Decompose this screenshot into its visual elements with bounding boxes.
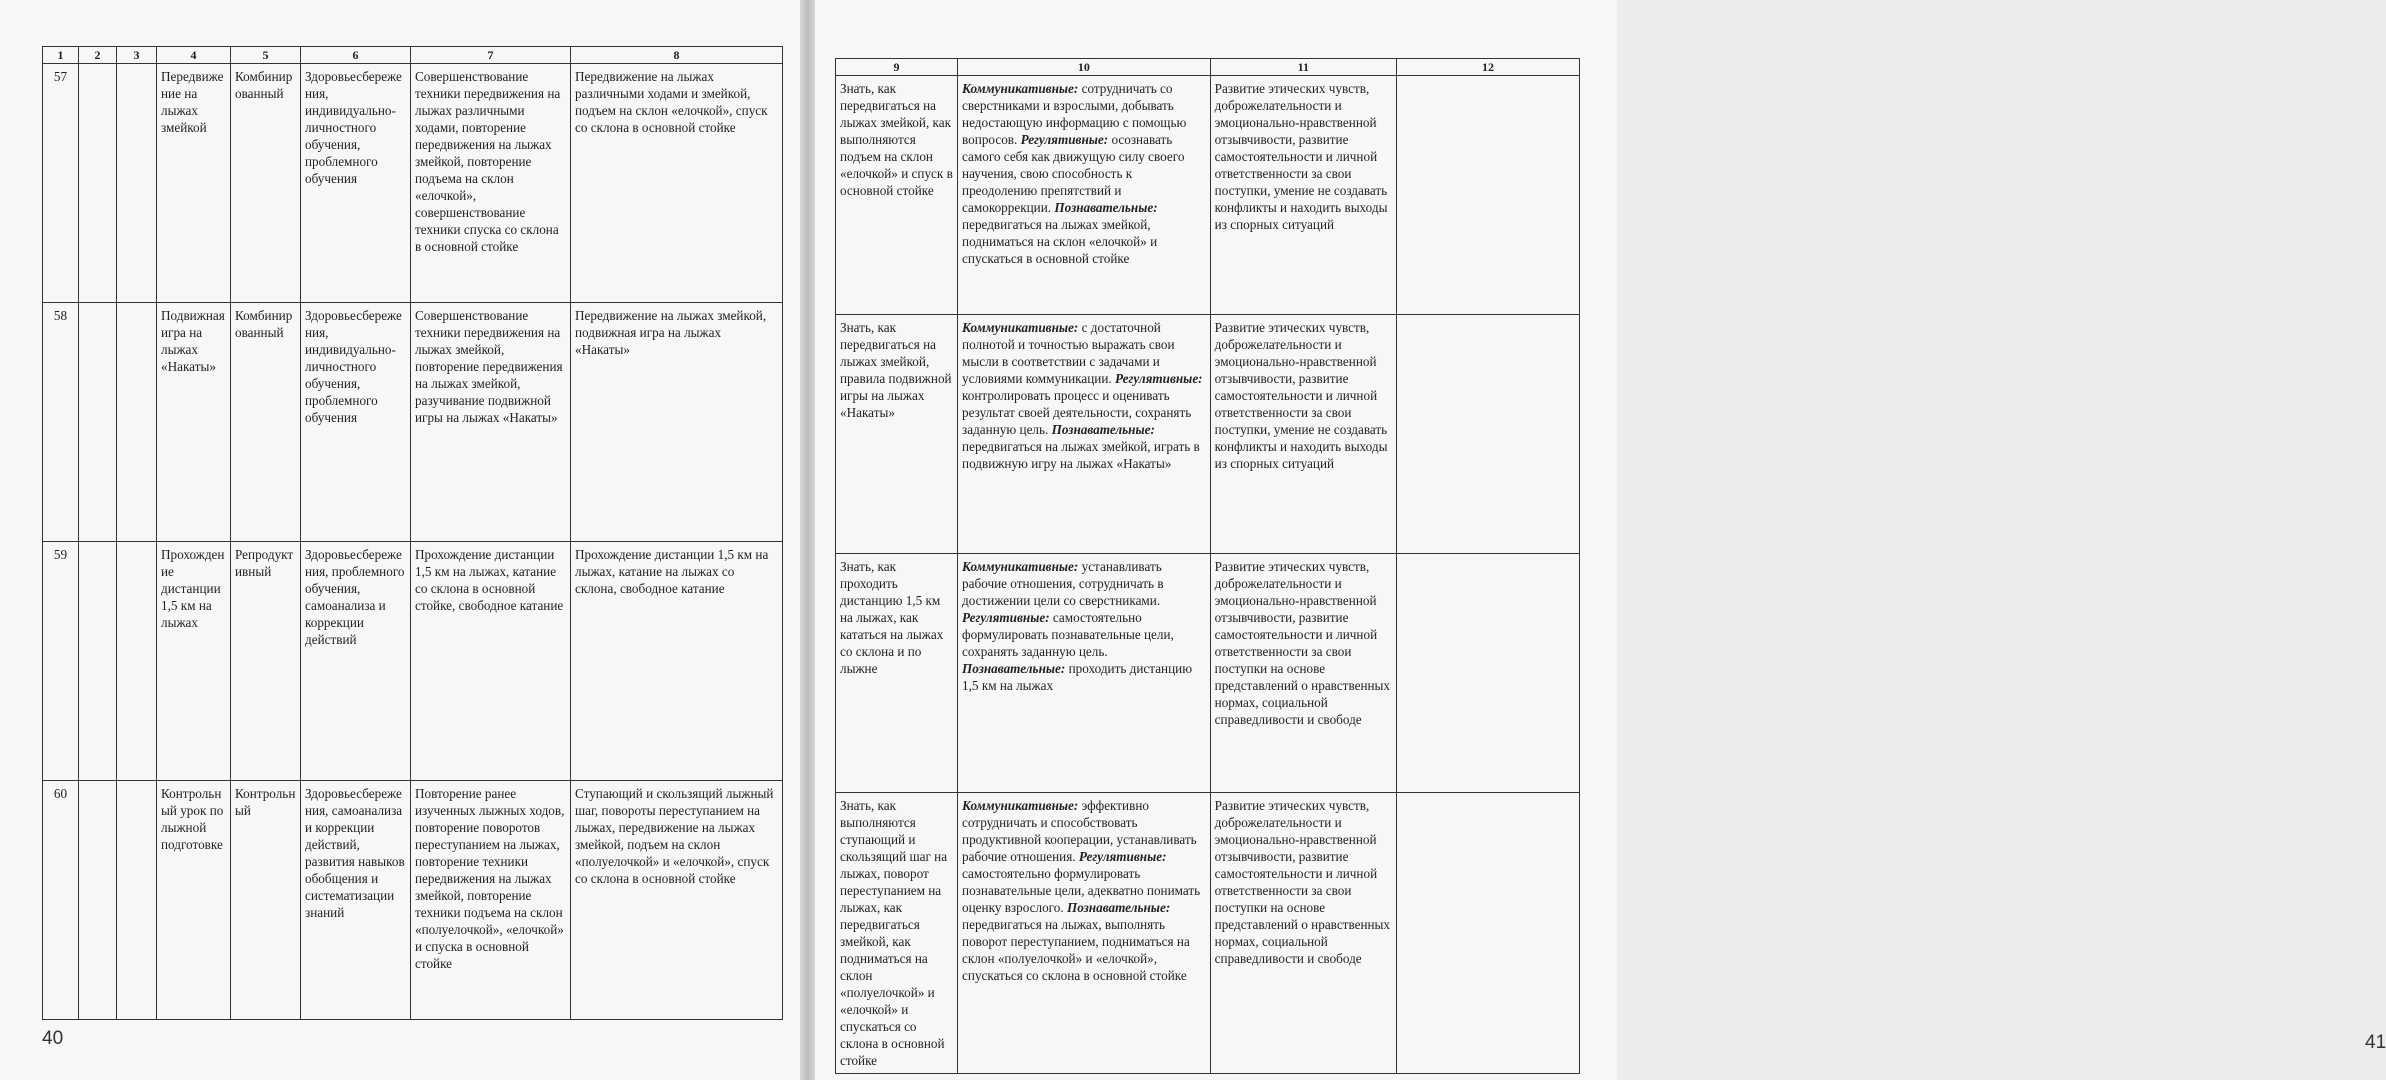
lesson-type: Репродуктивный — [231, 542, 301, 781]
col-header-8: 8 — [571, 47, 783, 64]
uud-label: Коммуникативные: — [962, 320, 1079, 335]
col-header-10: 10 — [958, 59, 1211, 76]
lesson-topic: Подвижная игра на лыжах «Накаты» — [157, 303, 231, 542]
page-number-right: 41 — [2365, 1032, 2386, 1053]
uud-label: Коммуникативные: — [962, 798, 1079, 813]
table-row — [43, 542, 783, 781]
lesson-topic: Передвижение на лыжах змейкой — [157, 64, 231, 303]
empty-cell — [1396, 554, 1579, 793]
lesson-type: Контрольный — [231, 781, 301, 1020]
lesson-topic: Контрольный урок по лыжной подготовке — [157, 781, 231, 1020]
uud-text: осознавать самого себя как движущую силу своего научения, свою способность к преодолению препятствий и самокоррекции. — [962, 132, 1185, 215]
header-row-left — [43, 47, 783, 64]
lesson-number: 58 — [43, 303, 79, 542]
uud-text: сотрудничать со сверстниками и взрослыми, добывать недостающую информацию с помощью вопросов. — [962, 81, 1187, 147]
uud-label: Регулятивные: — [1115, 371, 1203, 386]
personal-results: Развитие этических чувств, доброжелательности и эмоционально-нравственной отзывчивости, развитие самостоятельности и личной ответственности за свои поступки, умение не создавать конфликты и находить выходы из спорных ситуаций — [1210, 76, 1396, 315]
lesson-technologies: Здоровьесбережения, проблемного обучения, самоанализа и коррекции действий — [301, 542, 411, 781]
col-header-7: 7 — [411, 47, 571, 64]
uud-cell — [958, 554, 1211, 793]
col-header-12: 12 — [1396, 59, 1579, 76]
personal-results: Развитие этических чувств, доброжелательности и эмоционально-нравственной отзывчивости, развитие самостоятельности и личной ответственности за свои поступки на основе представлений о нравственных нормах, социальной справедливости и свободе — [1210, 554, 1396, 793]
empty-cell — [79, 303, 117, 542]
uud-text: эффективно сотрудничать и способствовать продуктивной кооперации, устанавливать рабочие отношения. — [962, 798, 1197, 864]
page-number-left: 40 — [42, 1028, 64, 1049]
empty-cell — [117, 781, 157, 1020]
uud-label: Регулятивные: — [1078, 849, 1167, 864]
col-header-11: 11 — [1210, 59, 1396, 76]
uud-text: передвигаться на лыжах змейкой, подниматься на склон «елочкой» и спускаться в основной стойке — [962, 217, 1158, 266]
uud-text: проходить дистанцию 1,5 км на лыжах — [962, 661, 1193, 693]
lesson-content: Прохождение дистанции 1,5 км на лыжах, катание на лыжах со склона, свободное катание — [571, 542, 783, 781]
subject-results: Знать, как передвигаться на лыжах змейкой, как выполняются подъем на склон «елочкой» и спуск в основной стойке — [836, 76, 958, 315]
table-row — [836, 76, 1580, 315]
table-row — [43, 781, 783, 1020]
table-row — [836, 554, 1580, 793]
col-header-6: 6 — [301, 47, 411, 64]
empty-cell — [1396, 76, 1579, 315]
table-row — [43, 303, 783, 542]
lesson-technologies: Здоровьесбережения, индивидуально-личностного обучения, проблемного обучения — [301, 303, 411, 542]
uud-text: самостоятельно формулировать познавательные цели, адекватно понимать оценку взрослого. — [962, 866, 1201, 915]
lesson-type: Комбинированный — [231, 64, 301, 303]
uud-label: Коммуникативные: — [962, 81, 1079, 96]
empty-cell — [79, 781, 117, 1020]
col-header-4: 4 — [157, 47, 231, 64]
lesson-content: Передвижение на лыжах змейкой, подвижная игра на лыжах «Накаты» — [571, 303, 783, 542]
table-row — [836, 793, 1580, 1074]
subject-results: Знать, как передвигаться на лыжах змейкой, правила подвижной игры на лыжах «Накаты» — [836, 315, 958, 554]
empty-cell — [1396, 315, 1579, 554]
uud-cell — [958, 315, 1211, 554]
uud-text: передвигаться на лыжах, выполнять поворот переступанием, подниматься на склон «полуелочкой» и «елочкой», спускаться со склона в основной стойке — [962, 917, 1190, 983]
col-header-3: 3 — [117, 47, 157, 64]
personal-results: Развитие этических чувств, доброжелательности и эмоционально-нравственной отзывчивости, развитие самостоятельности и личной ответственности за свои поступки, умение не создавать конфликты и находить выходы из спорных ситуаций — [1210, 315, 1396, 554]
col-header-1: 1 — [43, 47, 79, 64]
uud-label: Познавательные: — [1051, 422, 1155, 437]
lesson-table-left — [42, 46, 783, 1020]
lesson-content: Ступающий и скользящий лыжный шаг, повороты переступанием на лыжах, передвижение на лыжах змейкой, подъем на склон «полуелочкой» и «елочкой», спуск со склона в основной стойке — [571, 781, 783, 1020]
lesson-activity: Прохождение дистанции 1,5 км на лыжах, катание со склона в основной стойке, свободное катание — [411, 542, 571, 781]
col-header-5: 5 — [231, 47, 301, 64]
empty-cell — [79, 542, 117, 781]
empty-cell — [117, 64, 157, 303]
uud-cell — [958, 76, 1211, 315]
lesson-number: 57 — [43, 64, 79, 303]
uud-label: Познавательные: — [962, 661, 1066, 676]
uud-cell — [958, 793, 1211, 1074]
uud-label: Коммуникативные: — [962, 559, 1079, 574]
lesson-activity: Повторение ранее изученных лыжных ходов, повторение поворотов переступанием на лыжах, повторение техники передвижения на лыжах змейкой, повторение техники подъема на склон «полуелочкой», «елочкой» и спуска в основной стойке — [411, 781, 571, 1020]
col-header-9: 9 — [836, 59, 958, 76]
lesson-number: 59 — [43, 542, 79, 781]
lesson-technologies: Здоровьесбережения, индивидуально-личностного обучения, проблемного обучения — [301, 64, 411, 303]
left-page — [0, 0, 800, 1080]
uud-label: Регулятивные: — [962, 610, 1050, 625]
uud-text: передвигаться на лыжах змейкой, играть в подвижную игру на лыжах «Накаты» — [962, 439, 1200, 471]
lesson-topic: Прохождение дистанции 1,5 км на лыжах — [157, 542, 231, 781]
personal-results: Развитие этических чувств, доброжелательности и эмоционально-нравственной отзывчивости, развитие самостоятельности и личной ответственности за свои поступки на основе представлений о нравственных нормах, социальной справедливости и свободе — [1210, 793, 1396, 1074]
uud-label: Познавательные: — [1066, 900, 1171, 915]
lesson-type: Комбинированный — [231, 303, 301, 542]
lesson-technologies: Здоровьесбережения, самоанализа и коррекции действий, развития навыков обобщения и систематизации знаний — [301, 781, 411, 1020]
empty-cell — [79, 64, 117, 303]
uud-text: самостоятельно формулировать познавательные цели, сохранять заданную цель. — [962, 610, 1174, 659]
empty-cell — [1396, 793, 1579, 1074]
col-header-2: 2 — [79, 47, 117, 64]
header-row-right — [836, 59, 1580, 76]
lesson-activity: Совершенствование техники передвижения на лыжах различными ходами, повторение передвижения на лыжах змейкой, повторение подъема на склон «елочкой», совершенствование техники спуска со склона в основной стойке — [411, 64, 571, 303]
subject-results: Знать, как проходить дистанцию 1,5 км на лыжах, как кататься на лыжах со склона и по лыжне — [836, 554, 958, 793]
uud-text: устанавливать рабочие отношения, сотрудничать в достижении цели со сверстниками. — [962, 559, 1164, 608]
lesson-number: 60 — [43, 781, 79, 1020]
empty-cell — [117, 303, 157, 542]
lesson-table-right — [835, 58, 1580, 1074]
table-row — [836, 315, 1580, 554]
uud-text: с достаточной полнотой и точностью выражать свои мысли в соответствии с задачами и условиями коммуникации. — [962, 320, 1175, 386]
uud-text: контролировать процесс и оценивать результат своей деятельности, сохранять заданную цель. — [962, 388, 1192, 437]
lesson-content: Передвижение на лыжах различными ходами и змейкой, подъем на склон «елочкой», спуск со склона в основной стойке — [571, 64, 783, 303]
book-gutter — [800, 0, 815, 1080]
lesson-activity: Совершенствование техники передвижения на лыжах змейкой, повторение передвижения на лыжах змейкой, разучивание подвижной игры на лыжах «Накаты» — [411, 303, 571, 542]
table-row — [43, 64, 783, 303]
uud-label: Познавательные: — [1054, 200, 1158, 215]
uud-label: Регулятивные: — [1020, 132, 1109, 147]
empty-cell — [117, 542, 157, 781]
subject-results: Знать, как выполняются ступающий и скользящий шаг на лыжах, поворот переступанием на лыжах, как передвигаться змейкой, как подниматься на склон «полуелочкой» и «елочкой» и спускаться со склона в основной стойке — [836, 793, 958, 1074]
